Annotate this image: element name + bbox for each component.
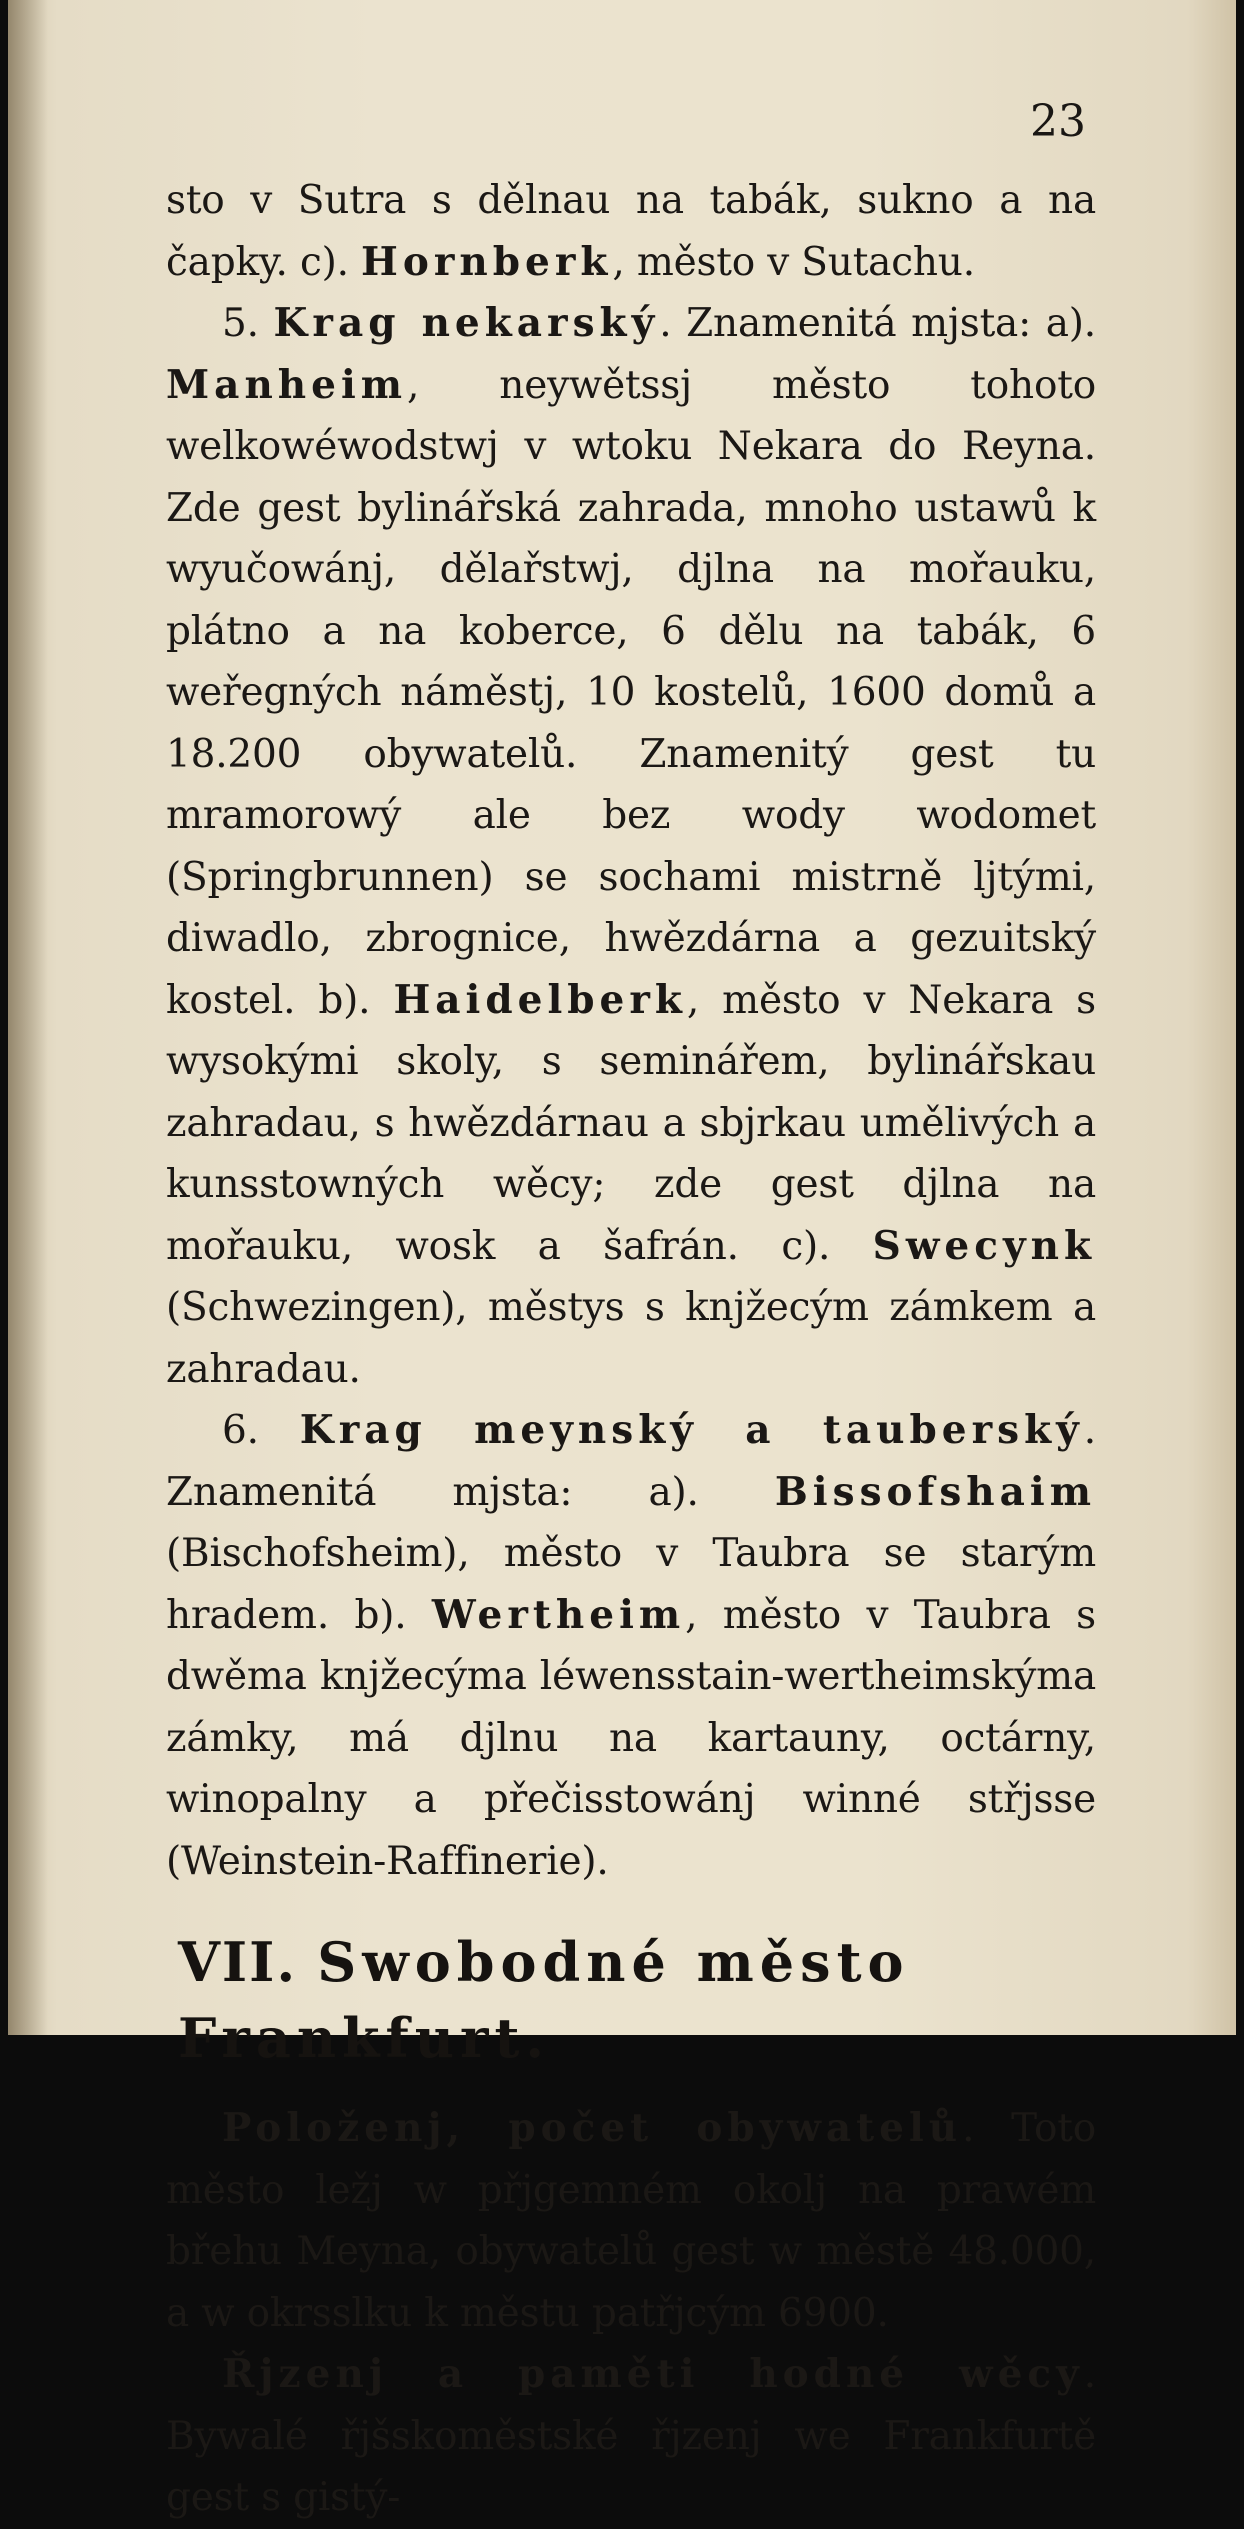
page-number: 23	[1030, 96, 1086, 147]
paragraph-krag-meynsky	[166, 1400, 1096, 1892]
place-name-swecynk: Swecynk	[872, 1222, 1096, 1269]
section-lead-rjzenj: Řjzenj a paměti hodné wěcy	[222, 2351, 1084, 2397]
chapter-number: VII.	[178, 1930, 298, 1994]
text-run: . Znamenitá mjsta: a).	[659, 301, 1096, 346]
paragraph-rjzenj	[166, 2344, 1096, 2529]
place-name-manheim: Manheim	[166, 361, 408, 408]
region-name-krag-meynsky: Krag meynský a tauberský	[299, 1407, 1084, 1453]
text-run: , neywětssj město tohoto welkowéwodstwj v wtoku Nekara do Reyna. Zde gest bylinářská zahrada, mnoho ustawů k wyučowánj, dělařstwj, djlna na mořauku, plátno a na koberce, 6 dělu na tabák, 6 weřegných náměstj, 10 kostelů, 1600 domů a 18.200 obywatelů. Znamenitý gest tu mramorowý ale bez wody wodomet (Springbrunnen) se sochami mistrně ljtými, diwadlo, zbrognice, hwězdárna a gezuitský kostel. b).	[166, 362, 1096, 1023]
text-run: . Bywalé řjšskoměstské řjzenj we Frankfurtě gest s gistý-	[166, 2352, 1096, 2520]
place-name-wertheim: Wertheim	[431, 1591, 686, 1638]
text-run: , město v Sutachu.	[612, 239, 975, 285]
place-name-hornberk: Hornberk	[361, 238, 613, 285]
region-name-krag-nekarsky: Krag nekarský	[273, 300, 660, 346]
text-run: . Toto město ležj w přjgemném okolj na prawém břehu Meyna, obywatelů gest w městě 48.000, a w okrsslku k městu patřjcým 6900.	[166, 2106, 1097, 2336]
paragraph-krag-nekarsky	[166, 293, 1096, 1400]
text-run: (Schwezingen), městys s knjžecým zámkem a zahradau.	[166, 1285, 1096, 1392]
text-run: (Bischofsheim), město v Taubra se starým hradem. b).	[166, 1531, 1096, 1638]
place-name-haidelberk: Haidelberk	[393, 976, 687, 1023]
text-run: . Znamenitá mjsta: a).	[166, 1408, 1096, 1515]
text-run: sto v Sutra s dělnau na tabák, sukno a na čapky. c).	[166, 178, 1096, 285]
text-run: , město v Nekara s wysokými skoly, s seminářem, bylinářskau zahradau, s hwězdárnau a sbjrkau umělivých a kunsstowných wěcy; zde gest djlna na mořauku, wosk a šafrán. c).	[166, 977, 1096, 1269]
paragraph-sutra	[166, 170, 1096, 293]
section-lead-polozenj: Položenj, počet obywatelů	[222, 2105, 963, 2151]
text-run: 5.	[222, 301, 274, 346]
page-text	[166, 170, 1096, 2529]
binding-shadow	[8, 0, 48, 2035]
chapter-title: Swobodné město Frankfurt.	[178, 1930, 910, 2070]
chapter-heading	[178, 1924, 1096, 2076]
text-run: , město v Taubra s dwěma knjžecýma léwensstain-wertheimskýma zámky, má djlnu na kartauny, octárny, winopalny a přečisstowánj winné střjsse (Weinstein-Raffinerie).	[166, 1592, 1096, 1884]
text-run: 6.	[222, 1408, 300, 1453]
paragraph-polozenj	[166, 2098, 1096, 2344]
place-name-bissofshaim: Bissofshaim	[774, 1468, 1096, 1515]
book-page	[8, 0, 1236, 2520]
